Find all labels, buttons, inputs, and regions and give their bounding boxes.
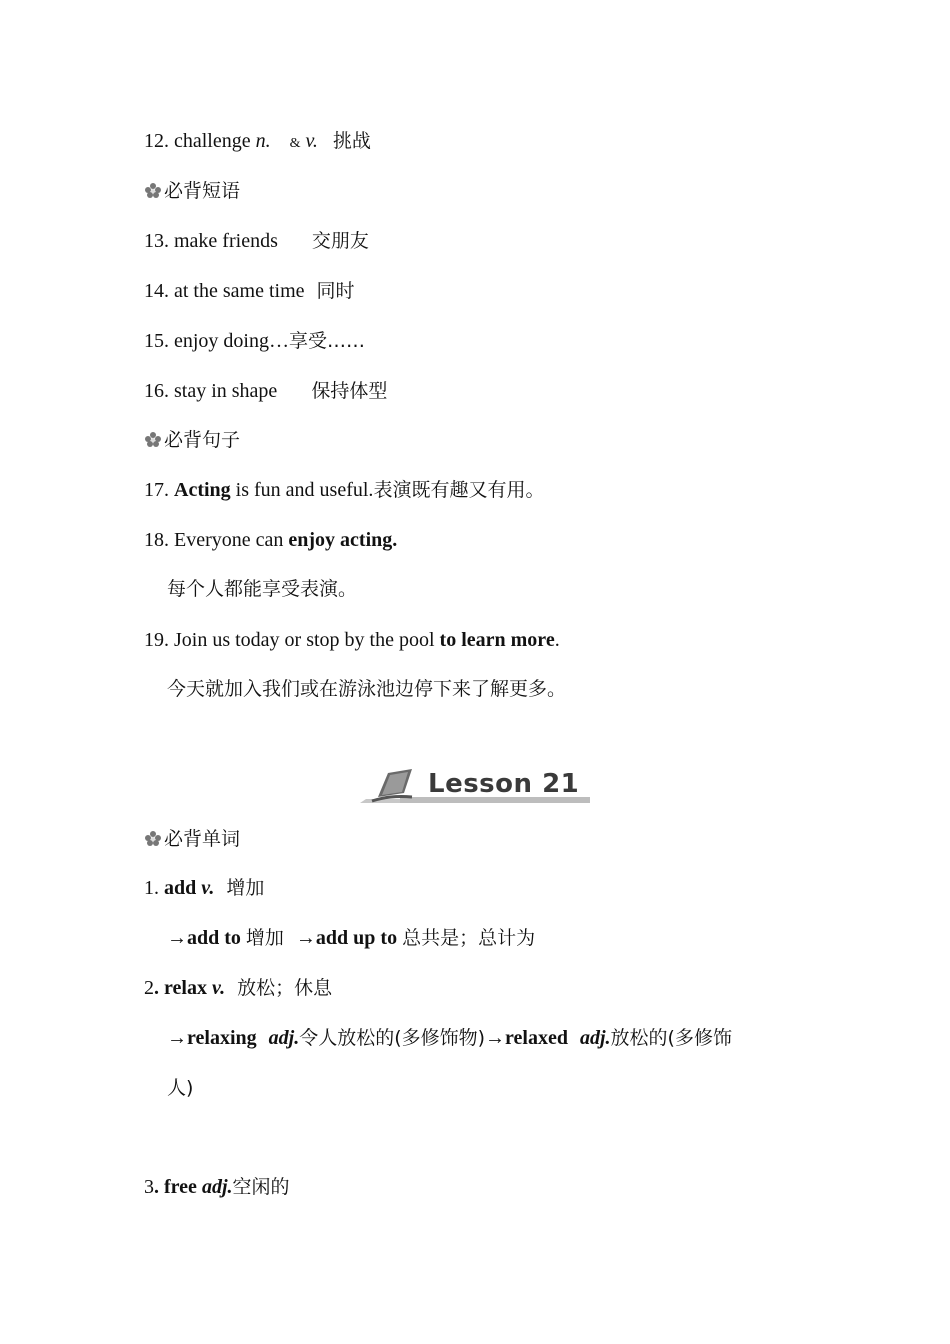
word-item-3: 3. free adj.空闲的 <box>144 1176 290 1198</box>
sentence-18-translation: 每个人都能享受表演。 <box>167 578 358 600</box>
sentence-19: 19. Join us today or stop by the pool to learn more. <box>144 629 560 651</box>
word-item-2: 2. relax v. 放松；休息 <box>144 977 333 999</box>
word-1-derivatives: →add to 增加 →add up to 总共是；总计为 <box>167 927 536 949</box>
flower-icon <box>144 830 162 848</box>
sentence-17: 17. Acting is fun and useful.表演既有趣又有用。 <box>144 479 545 501</box>
lesson-banner <box>360 765 590 807</box>
word-item-1: 1. add v. 增加 <box>144 877 265 899</box>
phrase-item-15: 15. enjoy doing…享受…… <box>144 330 366 352</box>
section-heading-words: 必背单词 <box>144 826 240 852</box>
word-2-derivatives: →relaxing adj.令人放松的(多修饰物)→relaxed adj.放松的(多修饰 <box>167 1027 732 1049</box>
sentence-18: 18. Everyone can enjoy acting. <box>144 529 398 551</box>
vocab-item-12: 12. challenge n. & v. 挑战 <box>144 130 371 152</box>
section-heading-sentences: 必背句子 <box>144 427 240 453</box>
lesson-title: Lesson 21 <box>428 769 580 799</box>
sentence-19-translation: 今天就加入我们或在游泳池边停下来了解更多。 <box>167 678 567 700</box>
word-2-derivatives-cont: 人) <box>167 1077 194 1099</box>
flower-icon <box>144 431 162 449</box>
phrase-item-14: 14. at the same time 同时 <box>144 280 355 302</box>
phrase-item-16: 16. stay in shape 保持体型 <box>144 380 388 402</box>
flower-icon <box>144 182 162 200</box>
section-heading-phrases: 必背短语 <box>144 178 240 204</box>
phrase-item-13: 13. make friends 交朋友 <box>144 230 369 252</box>
